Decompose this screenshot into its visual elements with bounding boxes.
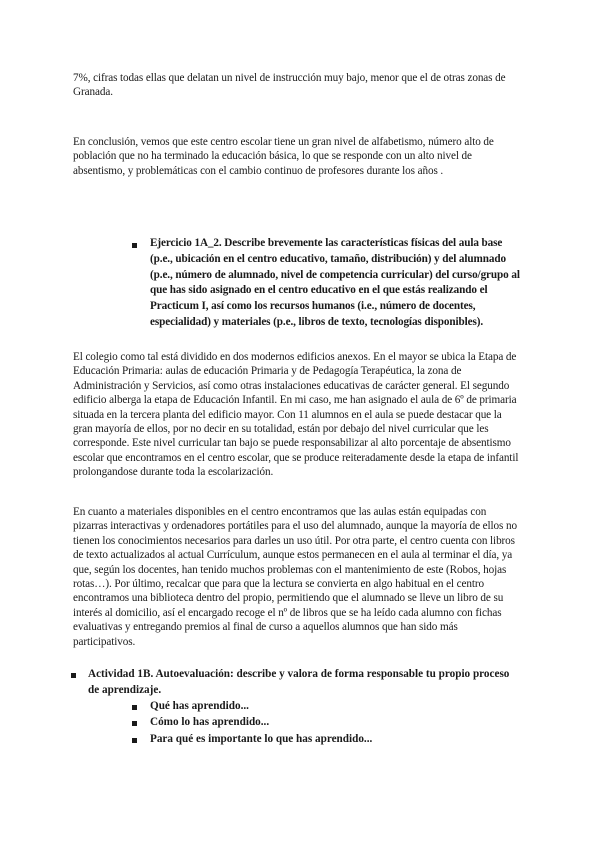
- exercise-heading: Ejercicio 1A_2. Describe brevemente las características físicas del aula base (p.e., ubicación en el centro educativo, tamaño, distribución) y del alumnado (p.e., número de alumnado, nivel de competencia curricular) del curso/grupo al que has sido asignado en el centro educativo en el que estás realizando el Practicum I, así como los recursos humanos (i.e., número de docentes, especialidad) y materiales (p.e., libros de texto, tecnologías disponibles).: [150, 237, 520, 328]
- list-item: Para qué es importante lo que has aprendido...: [150, 733, 373, 745]
- paragraph-conclusion: En conclusión, vemos que este centro escolar tiene un gran nivel de alfabetismo, número alto de población que no ha terminado la educación básica, lo que se responde con un alto nivel de absentismo, y problemáticas con el cambio continuo de profesores durante los años .: [73, 136, 494, 177]
- square-bullet-icon: [71, 673, 76, 678]
- square-bullet-icon: [132, 243, 137, 248]
- square-bullet-icon: [132, 738, 137, 743]
- square-bullet-icon: [132, 705, 137, 710]
- paragraph-classroom: El colegio como tal está dividido en dos modernos edificios anexos. En el mayor se ubica la Etapa de Educación Primaria: aulas de educación Primaria y de Pedagogía Terapéutica, la zona de Administración y Servicios, así como otras instalaciones educativas de carácter general. El segundo edificio alberga la etapa de Educación Infantil. En mi caso, me han asignado el aula de 6º de primaria situada en la tercera planta del edificio mayor. Con 11 alumnos en el aula se puede destacar que la gran mayoría de ellos, por no decir en su totalidad, están por debajo del nivel curricular que les corresponde. Este nivel curricular tan bajo se puede responsabilizar al alto porcentaje de absentismo escolar que encontramos en el centro escolar, que se produce reiteradamente desde la etapa de infantil prolongandose durante toda la escolarización.: [73, 351, 519, 479]
- paragraph-intro: 7%, cifras todas ellas que delatan un nivel de instrucción muy bajo, menor que el de otras zonas de Granada.: [73, 72, 506, 99]
- paragraph-materials: En cuanto a materiales disponibles en el centro encontramos que las aulas están equipadas con pizarras interactivas y ordenadores portátiles para el uso del alumnado, aunque la mayoría de ellos no tienen los conocimientos necesarios para darles un uso útil. Por otra parte, el centro cuenta con libros de texto actualizados al actual Currículum, aunque estos permanecen en el aula al terminar el día, ya que, según los docentes, han tenido muchos problemas con el mantenimiento de este (Robos, hojas rotas…). Por último, recalcar que para que la lectura se convierta en algo habitual en el centro encontramos una biblioteca dentro del propio, permitiendo que el alumnado se lleve un libro de su interés al domicilio, así el encargado recoge el nº de libros que se ha leído cada alumno con fichas evaluativas y entregando premios al final de curso a aquellos alumnos que han sido más participativos.: [73, 506, 517, 648]
- square-bullet-icon: [132, 721, 137, 726]
- activity-heading: Actividad 1B. Autoevaluación: describe y valora de forma responsable tu propio proceso de aprendizaje.: [88, 668, 510, 696]
- list-item: Cómo lo has aprendido...: [150, 716, 270, 728]
- list-item: Qué has aprendido...: [150, 700, 249, 712]
